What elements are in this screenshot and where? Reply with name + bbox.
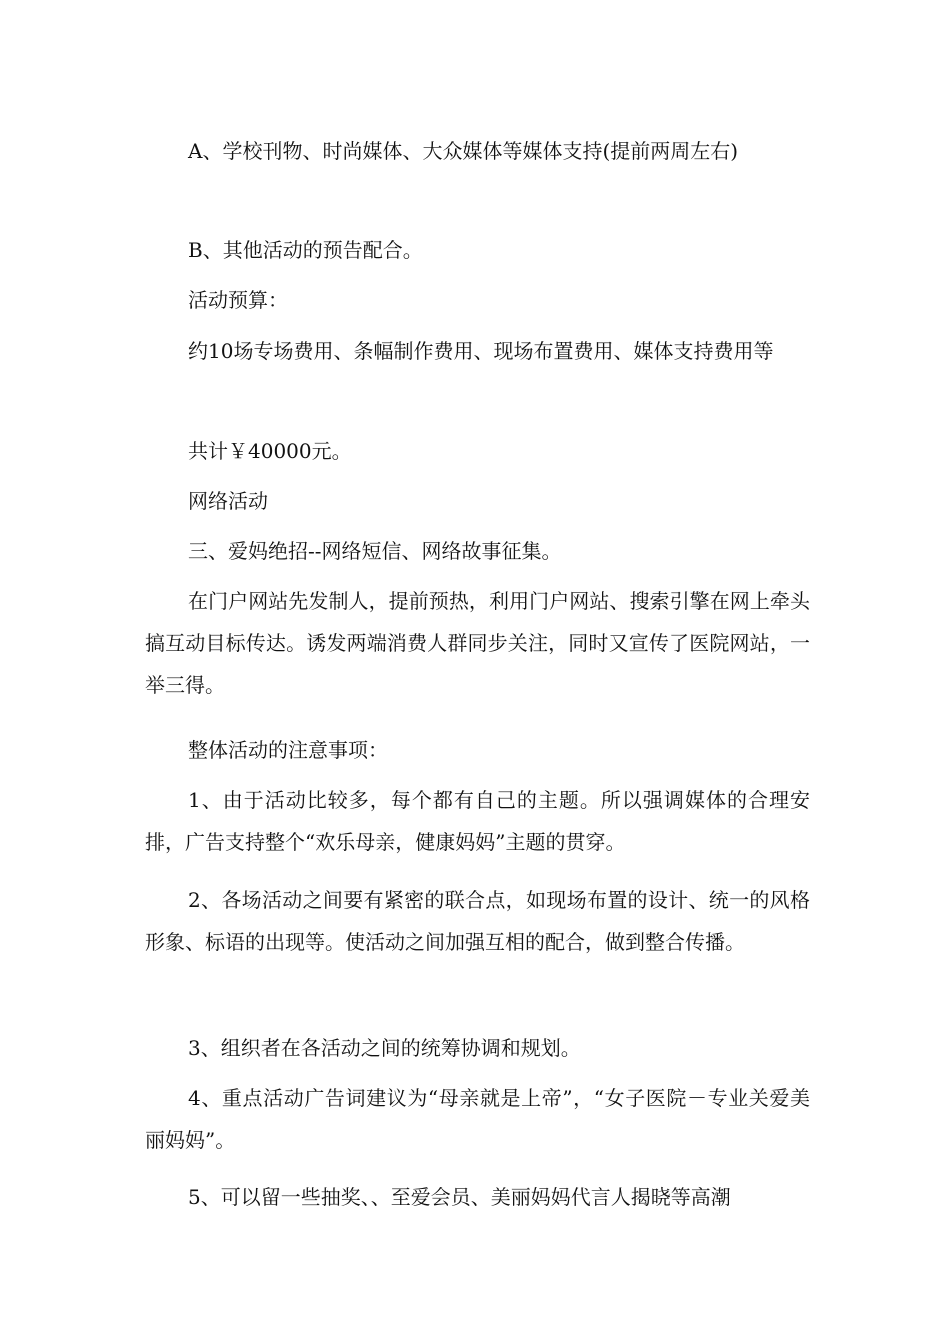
paragraph-budget-total: 共计￥40000元。 [188, 439, 352, 463]
paragraph-budget-items: 约10场专场费用、条幅制作费用、现场布置费用、媒体支持费用等 [188, 339, 774, 363]
paragraph-preview-coordination: B、其他活动的预告配合。 [188, 238, 423, 262]
paragraph-portal-strategy: 在门户网站先发制人，提前预热，利用门户网站、搜索引擎在网上牵头搞互动目标传达。诱发两端消费人群同步关注，同时又宣传了医院网站，一举三得。 [145, 589, 810, 697]
paragraph-budget-heading: 活动预算： [188, 288, 288, 312]
paragraph-section-three: 三、爱妈绝招--网络短信、网络故事征集。 [188, 539, 562, 563]
paragraph-online-activity: 网络活动 [188, 489, 268, 513]
paragraph-notes-heading: 整体活动的注意事项： [188, 738, 388, 762]
paragraph-note-5: 5、可以留一些抽奖、、至爱会员、美丽妈妈代言人揭晓等高潮 [188, 1185, 731, 1209]
paragraph-media-support: A、学校刊物、时尚媒体、大众媒体等媒体支持(提前两周左右) [188, 139, 739, 163]
paragraph-note-1: 1、由于活动比较多，每个都有自己的主题。所以强调媒体的合理安排，广告支持整个“欢乐母亲，健康妈妈”主题的贯穿。 [145, 788, 810, 854]
paragraph-note-3: 3、组织者在各活动之间的统筹协调和规划。 [188, 1036, 581, 1060]
paragraph-note-4: 4、重点活动广告词建议为“母亲就是上帝”，“女子医院－专业关爱美丽妈妈”。 [145, 1086, 810, 1152]
paragraph-note-2: 2、各场活动之间要有紧密的联合点，如现场布置的设计、统一的风格形象、标语的出现等。使活动之间加强互相的配合，做到整合传播。 [145, 888, 810, 954]
